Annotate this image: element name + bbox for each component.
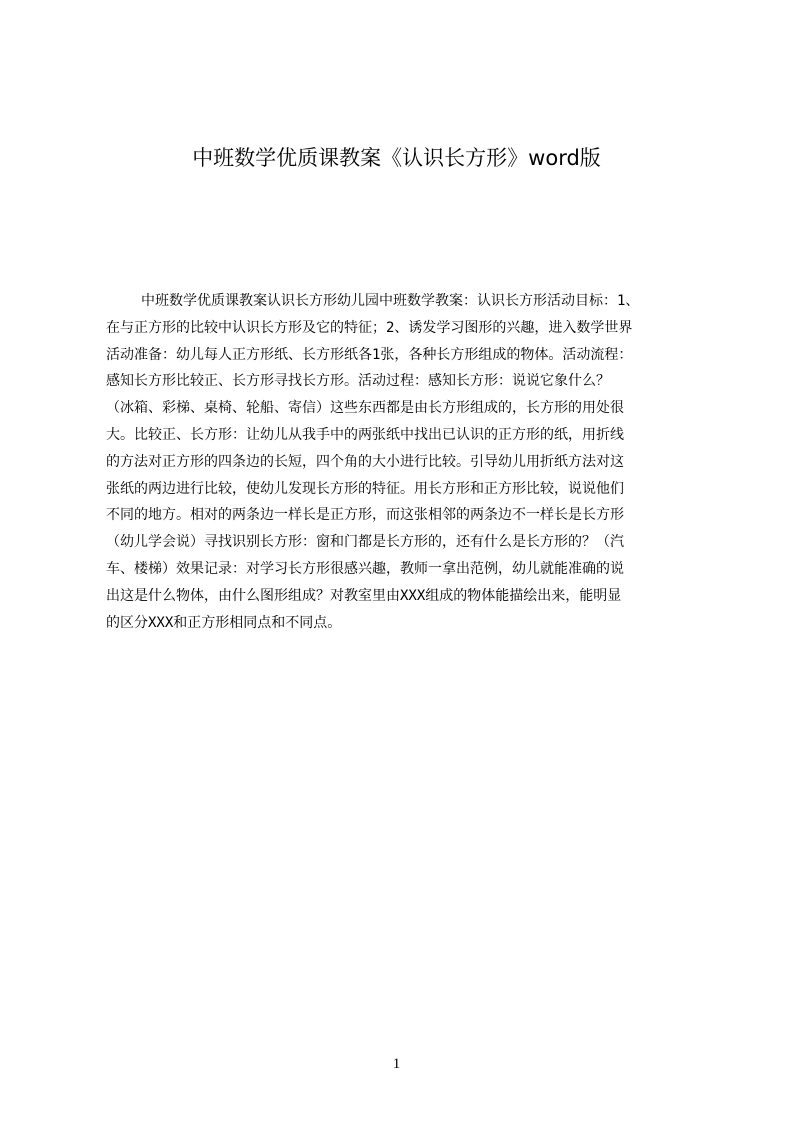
body-line: 的方法对正方形的四条边的长短，四个角的大小进行比较。引导幼儿用折纸方法对这 bbox=[106, 453, 624, 470]
body-line: 出这是什么物体，由什么图形组成？对教室里由XXX组成的物体能描绘出来，能明显 bbox=[106, 587, 622, 604]
body-line: 活动准备：幼儿每人正方形纸、长方形纸各1张，各种长方形组成的物体。活动流程： bbox=[106, 346, 633, 363]
body-line: （幼儿学会说）寻找识别长方形：窗和门都是长方形的，还有什么是长方形的？（汽 bbox=[106, 534, 624, 551]
page-number: 1 bbox=[392, 1056, 401, 1072]
body-line: （冰箱、彩梯、桌椅、轮船、寄信）这些东西都是由长方形组成的，长方形的用处很 bbox=[106, 400, 624, 417]
body-line: 张纸的两边进行比较，使幼儿发现长方形的特征。用长方形和正方形比较，说说他们 bbox=[106, 480, 624, 497]
body-line: 车、楼梯）效果记录：对学习长方形很感兴趣，教师一拿出范例，幼儿就能准确的说 bbox=[106, 560, 624, 577]
body-line: 感知长方形比较正、长方形寻找长方形。活动过程：感知长方形：说说它象什么？ bbox=[106, 373, 610, 390]
body-line: 在与正方形的比较中认识长方形及它的特征；2、诱发学习图形的兴趣，进入数学世界 bbox=[106, 319, 633, 336]
body-line: 大。比较正、长方形：让幼儿从我手中的两张纸中找出已认识的正方形的纸，用折线 bbox=[106, 426, 624, 443]
document-title: 中班数学优质课教案《认识长方形》word版 bbox=[192, 146, 601, 170]
body-line: 不同的地方。相对的两条边一样长是正方形，而这张相邻的两条边不一样长是长方形 bbox=[106, 507, 624, 524]
body-line: 中班数学优质课教案认识长方形幼儿园中班数学教案：认识长方形活动目标：1、 bbox=[141, 293, 640, 309]
body-line: 的区分XXX和正方形相同点和不同点。 bbox=[106, 614, 342, 631]
document-body bbox=[106, 288, 698, 648]
